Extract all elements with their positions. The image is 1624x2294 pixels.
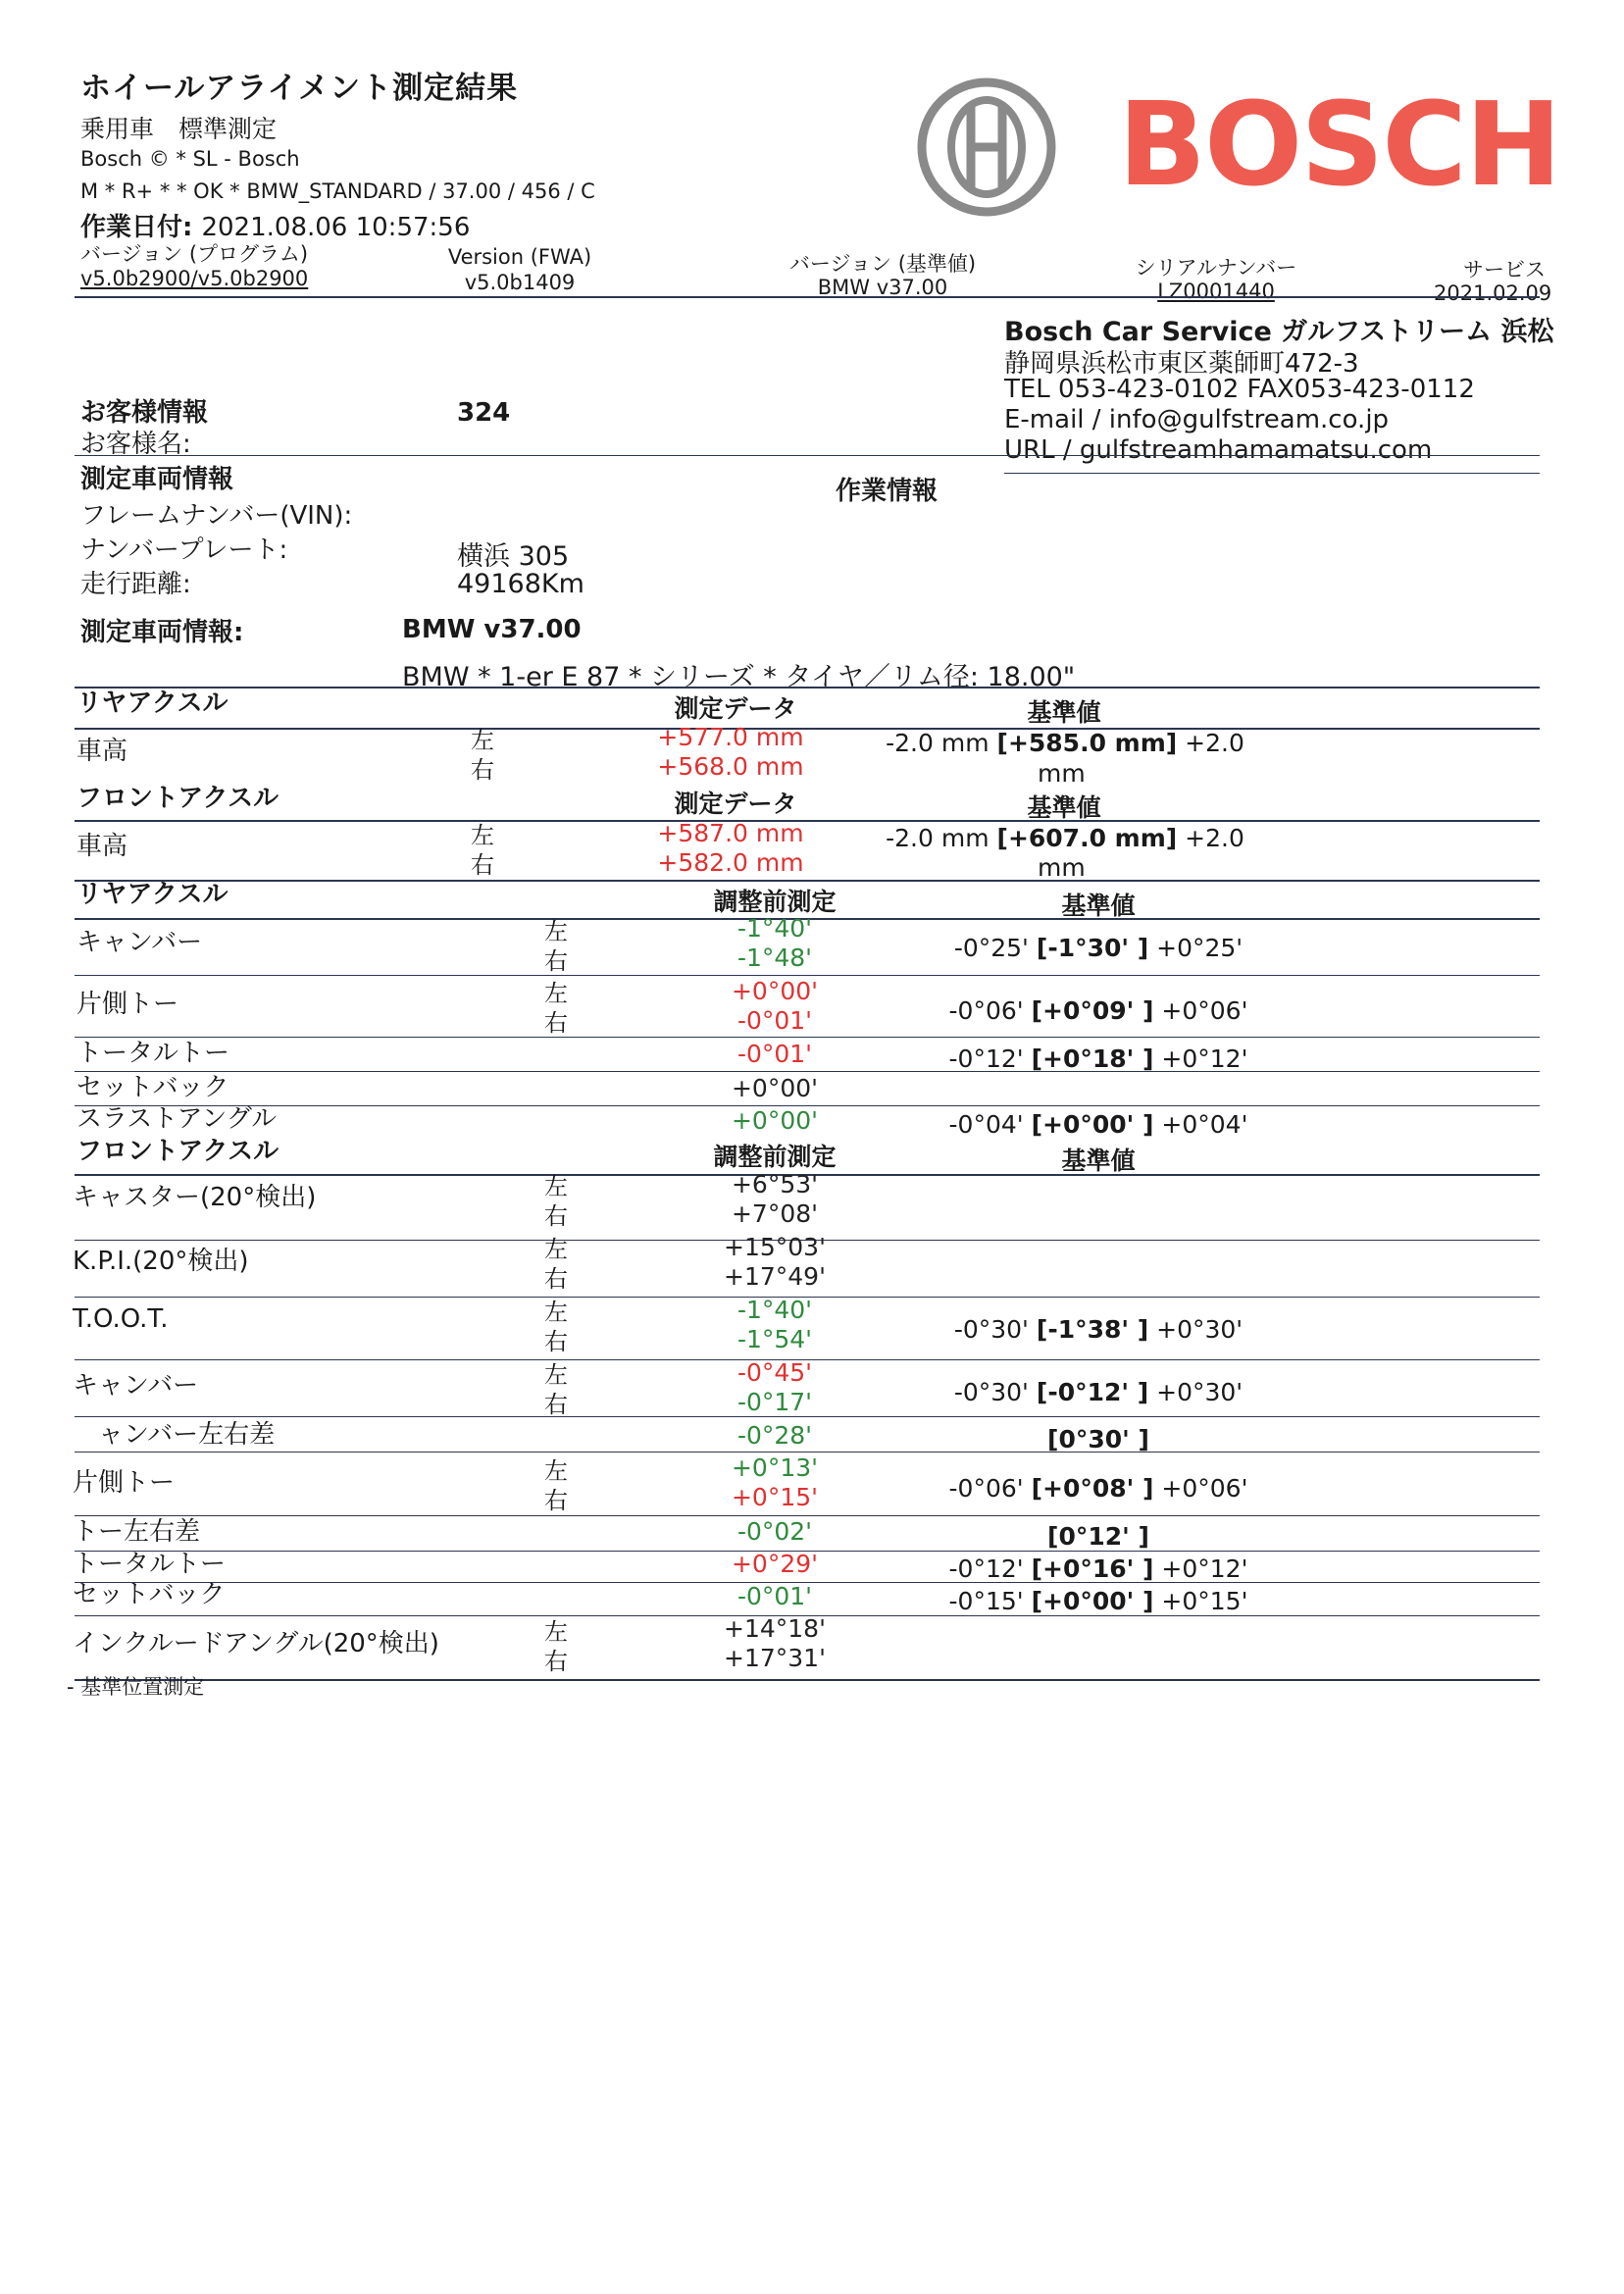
front-total-toe-spec — [892, 1555, 1304, 1583]
spec-nominal: [-1°30' ] — [1036, 934, 1149, 962]
camber-diff-label: ャンバー左右差 — [98, 1420, 276, 1450]
plate-label: ナンバープレート: — [80, 535, 288, 565]
version-program-label: バージョン (プログラム) — [80, 242, 309, 266]
customer-id: 324 — [457, 398, 511, 428]
spec-nominal: [-0°12' ] — [1036, 1378, 1149, 1406]
rear-toe-right: -0°01' — [736, 1006, 813, 1035]
rh-rear-col-spec: 基準値 — [1027, 698, 1101, 727]
spec-max: +2.0 — [1185, 824, 1244, 852]
bosch-wordmark: BOSCH — [1118, 76, 1560, 212]
rear-axle-section: リヤアクスル — [76, 880, 228, 909]
front-total-toe-value: +0°29' — [731, 1550, 819, 1578]
shop-url: URL / gulfstreamhamamatsu.com — [1004, 435, 1433, 465]
side-right-label: 右 — [544, 1391, 568, 1418]
side-right-label: 右 — [544, 1648, 568, 1675]
vehicle-spec-value: BMW v37.00 — [402, 615, 582, 644]
front-camber-label: キャンバー — [73, 1371, 199, 1401]
page-title: ホイールアライメント測定結果 — [80, 71, 519, 106]
side-left-label: 左 — [544, 1618, 568, 1646]
front-setback-spec — [892, 1587, 1304, 1615]
vehicle-divider — [75, 687, 1540, 688]
spec-max: +0°12' — [1161, 1555, 1248, 1583]
side-right-label: 右 — [471, 756, 494, 784]
version-fwa-value: v5.0b1409 — [464, 271, 576, 294]
mode-line: M * R+ * * OK * BMW_STANDARD / 37.00 / 456 / C — [80, 179, 595, 203]
spec-min: -0°06' — [948, 1474, 1024, 1503]
shop-address: 静岡県浜松市東区薬師町472-3 — [1004, 349, 1359, 379]
rear-camber-right: -1°48' — [736, 943, 813, 972]
rh-rear-spec-unit: mm — [1038, 759, 1086, 788]
rh-rear-label: 車高 — [76, 737, 128, 766]
spec-max: +0°06' — [1161, 996, 1248, 1025]
front-axle-col-spec: 基準値 — [1061, 1147, 1136, 1175]
kpi-left: +15°03' — [724, 1233, 826, 1261]
camber-diff-spec: [0°30' ] — [1047, 1425, 1149, 1453]
rear-thrust-spec — [892, 1110, 1304, 1139]
side-left-label: 左 — [544, 1457, 568, 1485]
side-left-label: 左 — [544, 1361, 568, 1389]
spec-max: +2.0 — [1185, 729, 1244, 757]
spec-nominal: [+607.0 mm] — [996, 824, 1178, 852]
spec-max: +0°30' — [1156, 1315, 1243, 1344]
version-fwa-label: Version (FWA) — [447, 245, 592, 269]
spec-max: +0°15' — [1161, 1587, 1248, 1615]
footer-note: - 基準位置測定 — [67, 1675, 205, 1699]
side-right-label: 右 — [544, 1009, 568, 1037]
kpi-label: K.P.I.(20°検出) — [73, 1247, 249, 1276]
vehicle-model: BMW * 1-er E 87 * シリーズ * タイヤ／リム径: 18.00" — [402, 662, 1076, 692]
header-divider — [75, 296, 1540, 298]
row-rule — [75, 1515, 1540, 1516]
rh-front-right-value: +582.0 mm — [657, 848, 804, 877]
spec-max: +0°30' — [1156, 1378, 1243, 1406]
spec-nominal: [-1°38' ] — [1036, 1315, 1149, 1344]
row-rule — [75, 1452, 1540, 1453]
caster-right: +7°08' — [731, 1199, 819, 1228]
spec-min: -0°04' — [948, 1110, 1024, 1139]
spec-max: +0°25' — [1156, 934, 1243, 962]
bosch-armature-logo-icon — [914, 75, 1059, 220]
row-rule — [75, 1071, 1540, 1072]
service-label: サービス — [1463, 258, 1546, 281]
camber-diff-value: -0°28' — [736, 1421, 813, 1450]
front-camber-right: -0°17' — [736, 1388, 813, 1416]
page-subtitle: 乗用車 標準測定 — [80, 115, 278, 143]
vin-label: フレームナンバー(VIN): — [80, 501, 353, 531]
serial-label: シリアルナンバー — [1135, 256, 1297, 280]
rear-thrust-value: +0°00' — [731, 1106, 819, 1135]
side-left-label: 左 — [471, 727, 494, 754]
caster-label: キャスター(20°検出) — [73, 1183, 317, 1212]
rh-rear-col-measured: 測定データ — [674, 694, 797, 723]
spec-max: +0°12' — [1161, 1045, 1248, 1073]
rear-total-toe-value: -0°01' — [736, 1040, 813, 1068]
spec-max: +0°04' — [1161, 1110, 1248, 1139]
vehicle-spec-label: 測定車両情報: — [80, 618, 244, 647]
kpi-right: +17°49' — [724, 1262, 826, 1291]
side-left-label: 左 — [544, 1299, 568, 1326]
vehicle-section: 測定車両情報 — [80, 465, 234, 494]
rh-rear-right-value: +568.0 mm — [657, 752, 804, 781]
caster-left: +6°53' — [731, 1170, 819, 1198]
front-toe-spec — [892, 1474, 1304, 1503]
rh-rear-left-value: +577.0 mm — [657, 723, 804, 751]
toot-left: -1°40' — [736, 1296, 813, 1324]
front-toe-left: +0°13' — [731, 1453, 819, 1482]
spec-min: -0°12' — [948, 1555, 1024, 1583]
spec-min: -0°15' — [948, 1587, 1024, 1615]
front-toe-label: 片側トー — [73, 1468, 176, 1498]
front-toe-right: +0°15' — [731, 1483, 819, 1511]
rear-total-toe-spec — [892, 1045, 1304, 1073]
row-rule — [75, 1416, 1540, 1417]
serial-value: LZ0001440 — [1157, 280, 1275, 303]
toot-right: -1°54' — [736, 1325, 813, 1353]
toe-diff-label: トー左右差 — [73, 1517, 201, 1547]
toot-spec — [892, 1315, 1304, 1344]
rh-front-spec-unit: mm — [1038, 853, 1086, 882]
rear-camber-spec — [892, 934, 1304, 962]
front-total-toe-label: トータルトー — [73, 1550, 227, 1579]
side-left-label: 左 — [471, 822, 494, 849]
work-date-value: 2021.08.06 10:57:56 — [201, 213, 471, 242]
included-angle-label: インクルードアングル(20°検出) — [73, 1629, 439, 1658]
rear-toe-left: +0°00' — [731, 977, 819, 1005]
included-angle-left: +14°18' — [724, 1614, 826, 1643]
rh-rear-section: リヤアクスル — [76, 688, 228, 718]
side-right-label: 右 — [544, 1265, 568, 1293]
spec-nominal: [+0°00' ] — [1031, 1587, 1154, 1615]
side-right-label: 右 — [544, 1328, 568, 1355]
rh-front-col-spec: 基準値 — [1027, 793, 1101, 822]
spec-max: +0°06' — [1161, 1474, 1248, 1503]
plate-value: 横浜 305 — [457, 541, 570, 572]
mileage-value: 49168Km — [457, 569, 584, 599]
customer-divider — [75, 455, 1540, 456]
rh-front-section: フロントアクスル — [76, 784, 279, 813]
rear-axle-col-spec: 基準値 — [1061, 892, 1136, 920]
shop-tel: TEL 053-423-0102 FAX053-423-0112 — [1004, 375, 1475, 404]
spec-nominal: [+0°08' ] — [1031, 1474, 1154, 1503]
rear-setback-value: +0°00' — [731, 1074, 819, 1102]
side-left-label: 左 — [544, 980, 568, 1007]
rear-toe-spec — [892, 996, 1304, 1025]
front-axle-section: フロントアクスル — [76, 1137, 279, 1166]
spec-nominal: [+0°00' ] — [1031, 1110, 1154, 1139]
spec-nominal: [+585.0 mm] — [996, 729, 1178, 757]
service-value: 2021.02.09 — [1434, 281, 1552, 305]
spec-min: -0°25' — [953, 934, 1029, 962]
included-angle-right: +17°31' — [724, 1644, 826, 1672]
toot-label: T.O.O.T. — [73, 1304, 169, 1334]
version-spec-label: バージョン (基準値) — [788, 252, 977, 276]
work-info-section: 作業情報 — [836, 477, 939, 506]
spec-min: -2.0 mm — [886, 824, 990, 852]
shop-divider — [1004, 473, 1540, 474]
side-left-label: 左 — [544, 1173, 568, 1200]
spec-min: -2.0 mm — [886, 729, 990, 757]
shop-email: E-mail / info@gulfstream.co.jp — [1004, 405, 1390, 434]
table-bottom-rule — [75, 1679, 1540, 1681]
work-date-label: 作業日付: — [80, 213, 193, 242]
spec-nominal: [+0°09' ] — [1031, 996, 1154, 1025]
rh-front-label: 車高 — [76, 832, 128, 861]
rh-front-left-value: +587.0 mm — [657, 819, 804, 847]
rear-thrust-label: スラストアングル — [76, 1104, 278, 1134]
spec-nominal: [+0°16' ] — [1031, 1555, 1154, 1583]
mileage-label: 走行距離: — [80, 570, 191, 599]
side-right-label: 右 — [544, 1487, 568, 1514]
rh-rear-spec — [859, 729, 1271, 757]
spec-nominal: [+0°18' ] — [1031, 1045, 1154, 1073]
rear-camber-label: キャンバー — [76, 928, 203, 957]
side-left-label: 左 — [544, 1236, 568, 1263]
system-line: Bosch © * SL - Bosch — [80, 147, 300, 171]
side-right-label: 右 — [471, 851, 494, 879]
front-camber-left: -0°45' — [736, 1358, 813, 1387]
side-right-label: 右 — [544, 1202, 568, 1230]
rear-camber-left: -1°40' — [736, 914, 813, 943]
rear-setback-label: セットバック — [76, 1073, 229, 1102]
side-left-label: 左 — [544, 918, 568, 945]
spec-min: -0°12' — [948, 1045, 1024, 1073]
customer-name-label: お客様名: — [80, 430, 191, 459]
rear-total-toe-label: トータルトー — [76, 1039, 230, 1068]
front-camber-spec — [892, 1378, 1304, 1406]
rear-toe-label: 片側トー — [76, 990, 179, 1019]
row-rule — [75, 975, 1540, 976]
version-program-value: v5.0b2900/v5.0b2900 — [80, 267, 309, 290]
rh-front-col-measured: 測定データ — [674, 790, 797, 818]
rh-front-spec — [859, 824, 1271, 852]
spec-min: -0°06' — [948, 996, 1024, 1025]
spec-min: -0°30' — [953, 1315, 1029, 1344]
side-right-label: 右 — [544, 947, 568, 975]
rear-axle-col-measured: 調整前測定 — [713, 888, 837, 916]
toe-diff-value: -0°02' — [736, 1517, 813, 1546]
spec-min: -0°30' — [953, 1378, 1029, 1406]
version-spec-value: BMW v37.00 — [817, 276, 948, 299]
front-setback-value: -0°01' — [736, 1582, 813, 1610]
toe-diff-spec: [0°12' ] — [1047, 1522, 1149, 1551]
rh-front-divider — [75, 880, 1540, 882]
front-setback-label: セットバック — [73, 1580, 226, 1609]
row-rule — [75, 1037, 1540, 1038]
front-axle-col-measured: 調整前測定 — [713, 1143, 837, 1171]
shop-name: Bosch Car Service ガルフストリーム 浜松 — [1004, 317, 1554, 347]
customer-section: お客様情報 — [80, 398, 209, 428]
